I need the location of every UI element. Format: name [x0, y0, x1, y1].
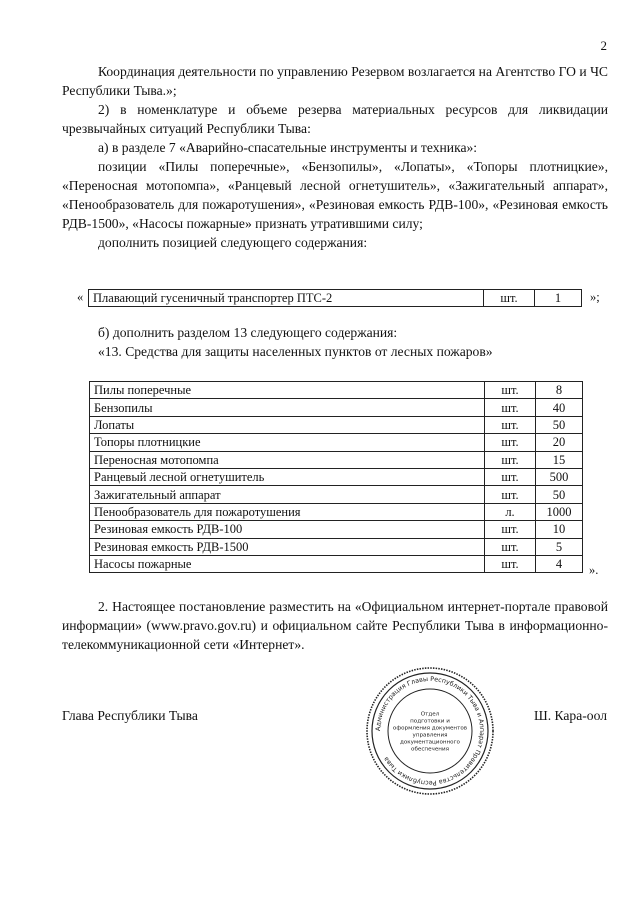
body-text-bottom — [62, 597, 608, 654]
item-qty: 4 — [536, 555, 583, 572]
item-name: Насосы пожарные — [90, 555, 485, 572]
table-row — [90, 434, 583, 451]
item-unit: шт. — [485, 399, 536, 416]
seal-ring-text: Администрация Главы Республики Тыва и Аппарат Правительства Республики Тыва — [373, 674, 487, 788]
item-unit: шт. — [485, 521, 536, 538]
seal-center-line: Отдел — [420, 711, 440, 718]
item-unit: шт. — [485, 555, 536, 572]
item-name: Пенообразователь для пожаротушения — [90, 503, 485, 520]
seal-center-line: оформления документов — [392, 725, 468, 732]
body-text-mid — [62, 323, 608, 361]
signatory-title: Глава Республики Тыва — [62, 708, 198, 723]
added-position-row — [62, 289, 622, 307]
seal-center-line: обеспечения — [411, 746, 449, 753]
paragraph: Координация деятельности по управлению Резервом возлагается на Агентство ГО и ЧС Республики Тыва.»; — [62, 64, 608, 98]
item-qty: 50 — [536, 486, 583, 503]
open-quote: « — [77, 290, 84, 304]
seal-center-line: подготовки и — [410, 718, 450, 725]
table-row — [90, 486, 583, 503]
item-unit: шт. — [485, 538, 536, 555]
table-row — [90, 382, 583, 399]
paragraph: 2) в номенклатуре и объеме резерва материальных ресурсов для ликвидации чрезвычайных ситуаций Республики Тыва: — [62, 102, 608, 136]
table-row — [89, 290, 582, 307]
paragraph: б) дополнить разделом 13 следующего содержания: — [98, 325, 398, 340]
item-unit: л. — [485, 503, 536, 520]
item-qty: 10 — [536, 521, 583, 538]
item-name: Резиновая емкость РДВ-1500 — [90, 538, 485, 555]
item-qty: 1000 — [536, 503, 583, 520]
item-name: Зажигательный аппарат — [90, 486, 485, 503]
item-unit: шт. — [484, 290, 535, 307]
item-qty: 50 — [536, 416, 583, 433]
paragraph: 2. Настоящее постановление разместить на «Официальном интернет-портале правовой информации» (www.pravo.gov.ru) и официальном сайте Республики Тыва в информационно-телекоммуникационной сети «Интернет». — [62, 599, 608, 652]
item-name: Бензопилы — [90, 399, 485, 416]
item-unit: шт. — [485, 451, 536, 468]
table-row — [90, 521, 583, 538]
section-title: «13. Средства для защиты населенных пунктов от лесных пожаров» — [98, 344, 493, 359]
item-qty: 500 — [536, 468, 583, 485]
item-qty: 8 — [536, 382, 583, 399]
section-13-table — [89, 381, 583, 573]
close-quote: »; — [590, 290, 600, 304]
paragraph: а) в разделе 7 «Аварийно-спасательные инструменты и техника»: — [98, 140, 478, 155]
item-name: Пилы поперечные — [90, 382, 485, 399]
table-close-quote: ». — [589, 563, 599, 577]
paragraph: дополнить позицией следующего содержания: — [98, 235, 368, 250]
item-name: Плавающий гусеничный транспортер ПТС-2 — [89, 290, 484, 307]
item-name: Переносная мотопомпа — [90, 451, 485, 468]
paragraph: позиции «Пилы поперечные», «Бензопилы», «Лопаты», «Топоры плотницкие», «Переносная мотопомпа», «Ранцевый лесной огнетушитель», «Зажигательный аппарат», «Пенообразователь для пожаротушения», «Резиновая емкость РДВ-100», «Резиновая емкость РДВ-1500», «Насосы пожарные» признать утратившими силу; — [62, 159, 608, 231]
table-row — [90, 399, 583, 416]
body-text-top — [62, 62, 608, 252]
item-name: Топоры плотницкие — [90, 434, 485, 451]
item-unit: шт. — [485, 434, 536, 451]
table-row — [90, 538, 583, 555]
table-row — [90, 416, 583, 433]
table-row — [90, 555, 583, 572]
item-qty: 40 — [536, 399, 583, 416]
table-row — [90, 503, 583, 520]
item-unit: шт. — [485, 416, 536, 433]
item-name: Резиновая емкость РДВ-100 — [90, 521, 485, 538]
item-unit: шт. — [485, 468, 536, 485]
item-unit: шт. — [485, 486, 536, 503]
item-unit: шт. — [485, 382, 536, 399]
item-qty: 15 — [536, 451, 583, 468]
official-seal — [365, 666, 495, 796]
table-row — [90, 451, 583, 468]
table-row — [90, 468, 583, 485]
seal-center-line: управления — [412, 732, 448, 739]
item-qty: 5 — [536, 538, 583, 555]
seal-center-line: документационного — [400, 739, 460, 746]
item-name: Лопаты — [90, 416, 485, 433]
item-name: Ранцевый лесной огнетушитель — [90, 468, 485, 485]
item-qty: 20 — [536, 434, 583, 451]
added-position-table — [88, 289, 582, 307]
item-qty: 1 — [535, 290, 582, 307]
signatory-name: Ш. Кара-оол — [534, 708, 607, 723]
page-number: 2 — [600, 38, 607, 53]
